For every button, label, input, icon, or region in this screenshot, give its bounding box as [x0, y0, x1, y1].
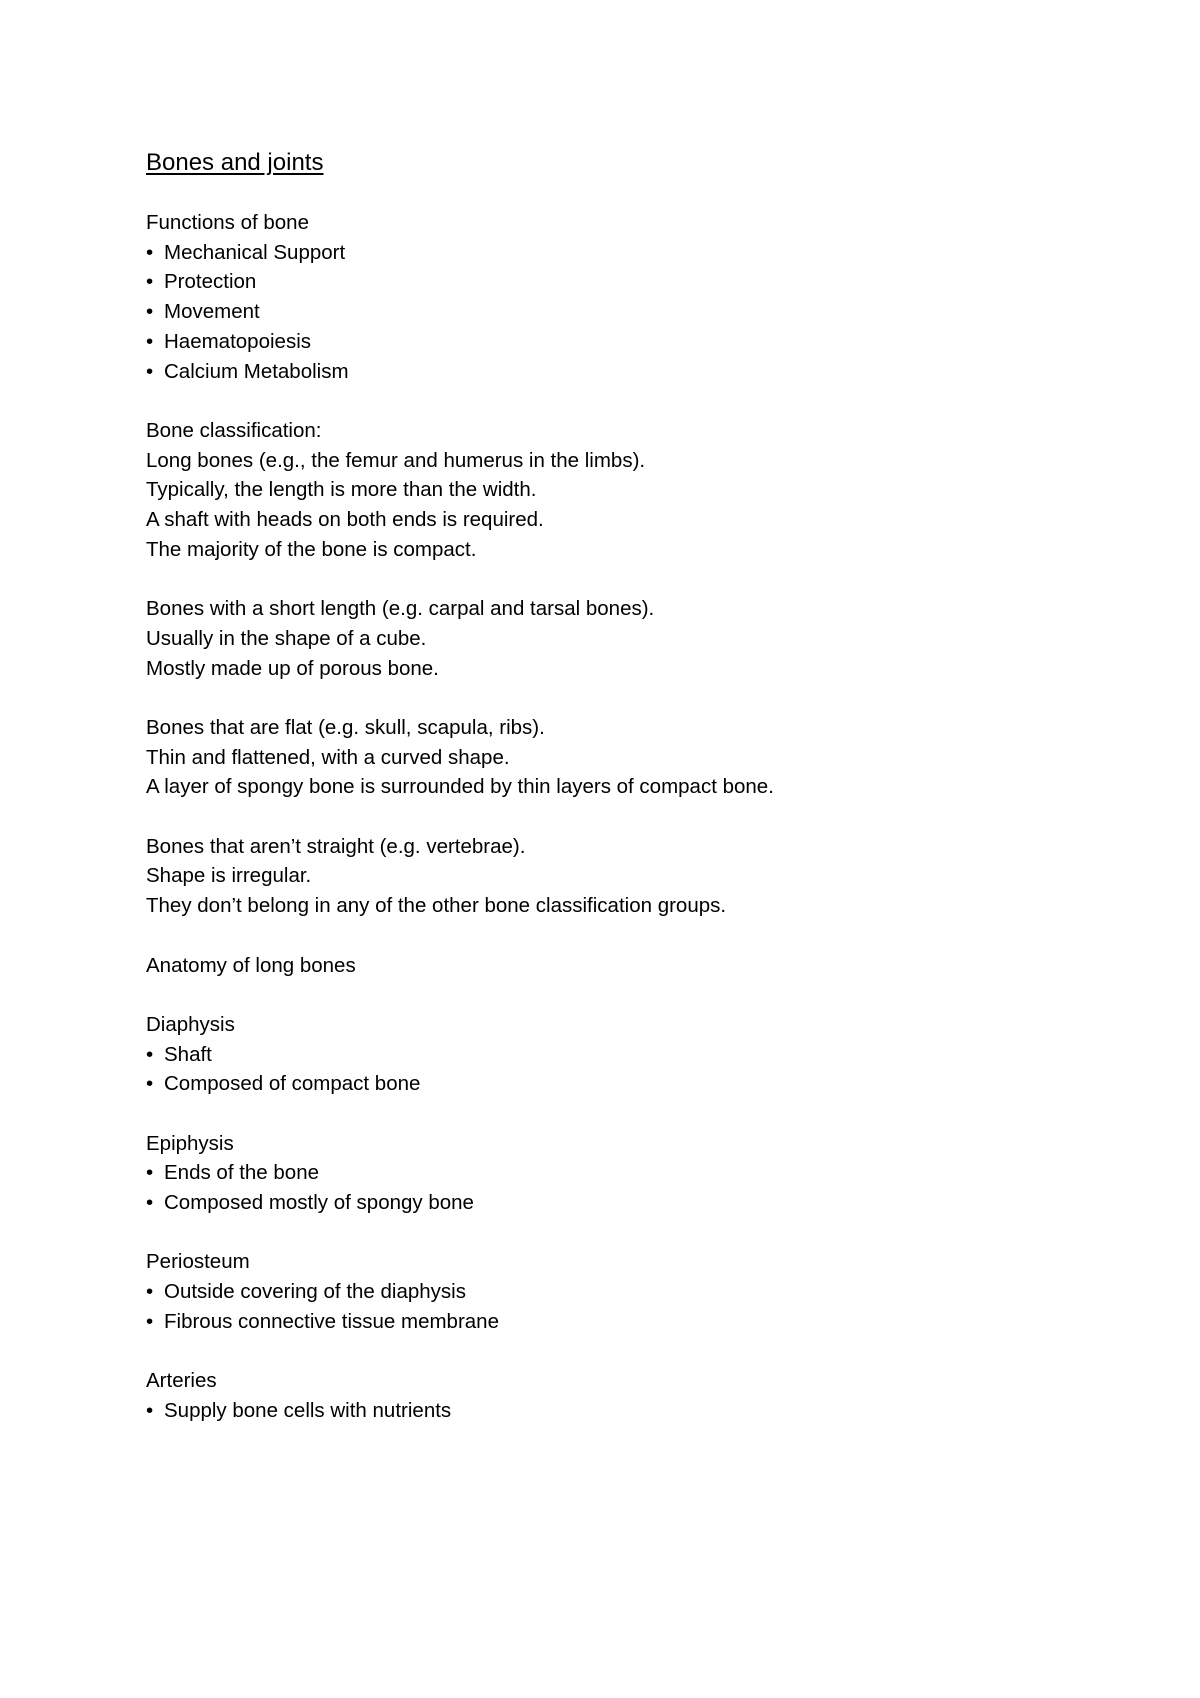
text-line: Bones that are flat (e.g. skull, scapula, ribs). — [146, 715, 545, 739]
bullet-text: Composed mostly of spongy bone — [164, 1191, 474, 1215]
bullet-icon: • — [146, 1072, 154, 1096]
bullet-text: Composed of compact bone — [164, 1072, 421, 1096]
text-line: The majority of the bone is compact. — [146, 537, 477, 561]
bullet-icon: • — [146, 270, 154, 294]
bullet-icon: • — [146, 1398, 154, 1422]
spacer — [146, 1218, 1106, 1248]
subsection-heading-periosteum: Periosteum — [146, 1250, 250, 1274]
subsection-heading-arteries: Arteries — [146, 1369, 217, 1393]
bullet-text: Supply bone cells with nutrients — [164, 1398, 452, 1422]
spacer — [146, 178, 1106, 208]
bullet-icon: • — [146, 1042, 154, 1066]
section-heading-functions: Functions of bone — [146, 211, 309, 234]
document-title: Bones and joints — [146, 149, 324, 176]
bullet-item — [146, 297, 1106, 327]
text-line: Bones with a short length (e.g. carpal and tarsal bones). — [146, 597, 655, 621]
bullet-icon: • — [146, 329, 154, 353]
bullet-icon: • — [146, 240, 154, 264]
bullet-icon: • — [146, 359, 154, 383]
text-line: They don’t belong in any of the other bone classification groups. — [146, 894, 727, 918]
text-line: Thin and flattened, with a curved shape. — [146, 745, 510, 769]
spacer — [146, 921, 1106, 951]
spacer — [146, 1337, 1106, 1367]
bullet-item — [146, 1069, 1106, 1099]
text-line: Usually in the shape of a cube. — [146, 626, 427, 650]
section-heading-anatomy: Anatomy of long bones — [146, 953, 356, 977]
text-line: A shaft with heads on both ends is required. — [146, 508, 544, 532]
spacer — [146, 386, 1106, 416]
bullet-icon: • — [146, 300, 154, 324]
bullet-text: Mechanical Support — [164, 240, 346, 264]
bullet-icon: • — [146, 1191, 154, 1215]
spacer — [146, 802, 1106, 832]
bullet-item — [146, 1277, 1106, 1307]
bullet-item — [146, 1396, 1106, 1426]
bullet-text: Movement — [164, 300, 260, 324]
spacer — [146, 980, 1106, 1010]
subsection-heading-diaphysis: Diaphysis — [146, 1012, 235, 1036]
text-line: Mostly made up of porous bone. — [146, 656, 439, 680]
bullet-text: Haematopoiesis — [164, 329, 311, 353]
text-line: Long bones (e.g., the femur and humerus in the limbs). — [146, 448, 646, 472]
bullet-item — [146, 357, 1106, 387]
section-heading-classification: Bone classification: — [146, 418, 322, 442]
bullet-item — [146, 1188, 1106, 1218]
bullet-text: Protection — [164, 270, 257, 294]
bullet-text: Ends of the bone — [164, 1161, 320, 1185]
text-line: Typically, the length is more than the width. — [146, 478, 537, 502]
subsection-heading-epiphysis: Epiphysis — [146, 1131, 234, 1155]
bullet-text: Outside covering of the diaphysis — [164, 1280, 466, 1304]
bullet-item — [146, 267, 1106, 297]
bullet-item — [146, 1307, 1106, 1337]
bullet-icon: • — [146, 1161, 154, 1185]
text-line: Bones that aren’t straight (e.g. vertebrae). — [146, 834, 526, 858]
bullet-text: Calcium Metabolism — [164, 359, 349, 383]
bullet-item — [146, 1040, 1106, 1070]
bullet-icon: • — [146, 1280, 154, 1304]
text-line: A layer of spongy bone is surrounded by thin layers of compact bone. — [146, 775, 774, 799]
bullet-item — [146, 327, 1106, 357]
spacer — [146, 564, 1106, 594]
bullet-item — [146, 1158, 1106, 1188]
text-line: Shape is irregular. — [146, 864, 312, 888]
document-body — [146, 148, 1106, 1426]
spacer — [146, 683, 1106, 713]
bullet-text: Fibrous connective tissue membrane — [164, 1309, 499, 1333]
spacer — [146, 1099, 1106, 1129]
bullet-item — [146, 238, 1106, 268]
bullet-icon: • — [146, 1309, 154, 1333]
bullet-text: Shaft — [164, 1042, 212, 1066]
